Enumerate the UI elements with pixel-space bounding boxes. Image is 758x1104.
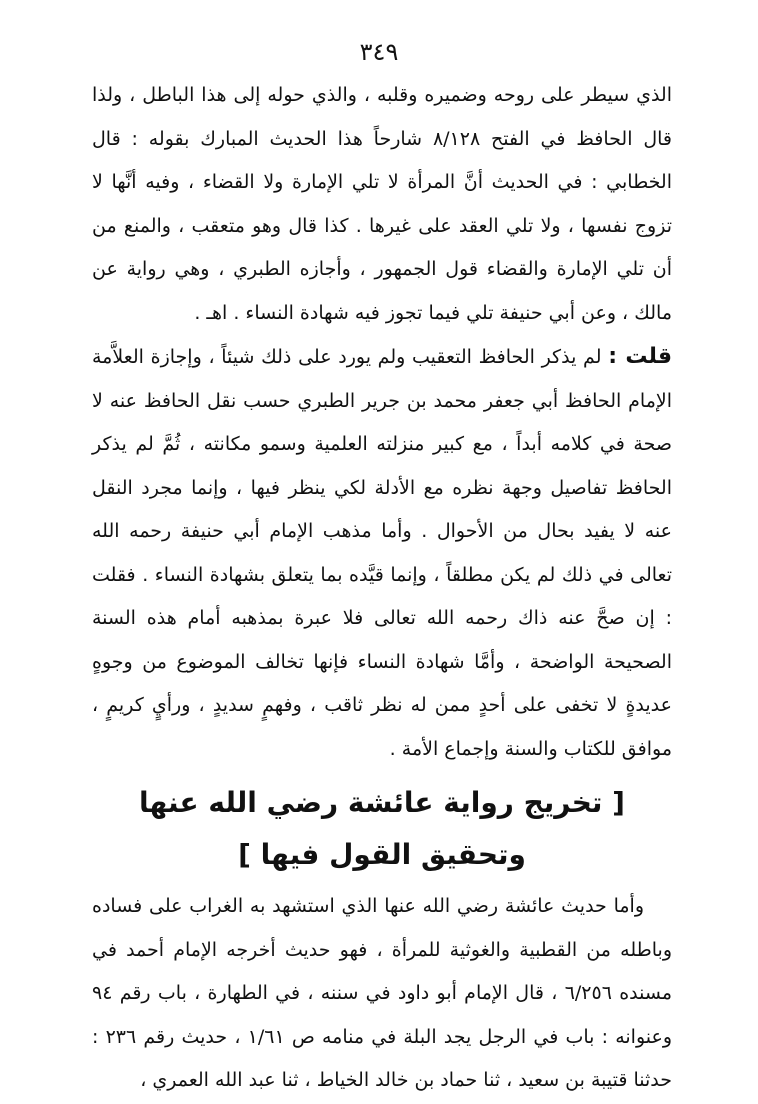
body-text bbox=[92, 74, 672, 1103]
paragraph-1 bbox=[92, 74, 672, 335]
paragraph-2-lead: قلت : bbox=[608, 344, 672, 369]
section-heading: [ تخريج رواية عائشة رضي الله عنها وتحقيق القول فيها ] bbox=[139, 786, 625, 871]
paragraph-3-text: وأما حديث عائشة رضي الله عنها الذي استشهد به الغراب على فساده وباطله من القطبية والغوثية للمرأة ، فهو حديث أخرجه الإمام أحمد في مسنده ٦/٢٥٦ ، قال الإمام أبو داود في سننه ، في الطهارة ، باب رقم ٩٤ وعنوانه : باب في الرجل يجد البلة في منامه ص ١/٦١ ، حديث رقم ٢٣٦ : حدثنا قتيبة بن سعيد ، ثنا حماد بن خالد الخياط ، ثنا عبد الله العمري ، bbox=[92, 895, 673, 1091]
paragraph-3 bbox=[92, 885, 672, 1103]
paragraph-2 bbox=[92, 335, 672, 771]
page-number: ٣٤٩ bbox=[359, 38, 399, 66]
paragraph-1-text: الذي سيطر على روحه وضميره وقلبه ، والذي حوله إلى هذا الباطل ، ولذا قال الحافظ في الفتح ٨/١٢٨ شارحاً هذا الحديث المبارك بقوله : قال الخطابي : في الحديث أنَّ المرأة لا تلي الإمارة ولا القضاء ، وفيه أنَّها لا تزوج نفسها ، ولا تلي العقد على غيرها . كذا قال وهو متعقب ، والمنع من أن تلي الإمارة والقضاء قول الجمهور ، وأجازه الطبري ، وهي رواية عن مالك ، وعن أبي حنيفة تلي فيما تجوز فيه شهادة النساء . اهـ . bbox=[92, 84, 673, 324]
paragraph-2-text: لم يذكر الحافظ التعقيب ولم يورد على ذلك شيئاً ، وإجازة العلاَّمة الإمام الحافظ أبي جعفر محمد بن جرير الطبري حسب نقل الحافظ عنه لا صحة في كلامه أبداً ، مع كبير منزلته العلمية وسمو مكانته ، ثُمَّ لم يذكر الحافظ تفاصيل وجهة نظره مع الأدلة لكي ينظر فيها ، وإنما مجرد النقل عنه لا يفيد بحال من الأحوال . وأما مذهب الإمام أبي حنيفة رحمه الله تعالى في ذلك لم يكن مطلقاً ، وإنما قيَّده بما يتعلق بشهادة النساء . فقلت : إن صحَّ عنه ذاك رحمه الله تعالى فلا عبرة بمذهبه أمام هذه السنة الصحيحة الواضحة ، وأمَّا شهادة النساء فإنها تخالف الموضوع من وجوهٍ عديدةٍ لا تخفى على أحدٍ ممن له نظر ثاقب ، وفهمٍ سديدٍ ، ورأيٍ كريمٍ ، موافق للكتاب والسنة وإجماع الأمة . bbox=[92, 346, 672, 760]
